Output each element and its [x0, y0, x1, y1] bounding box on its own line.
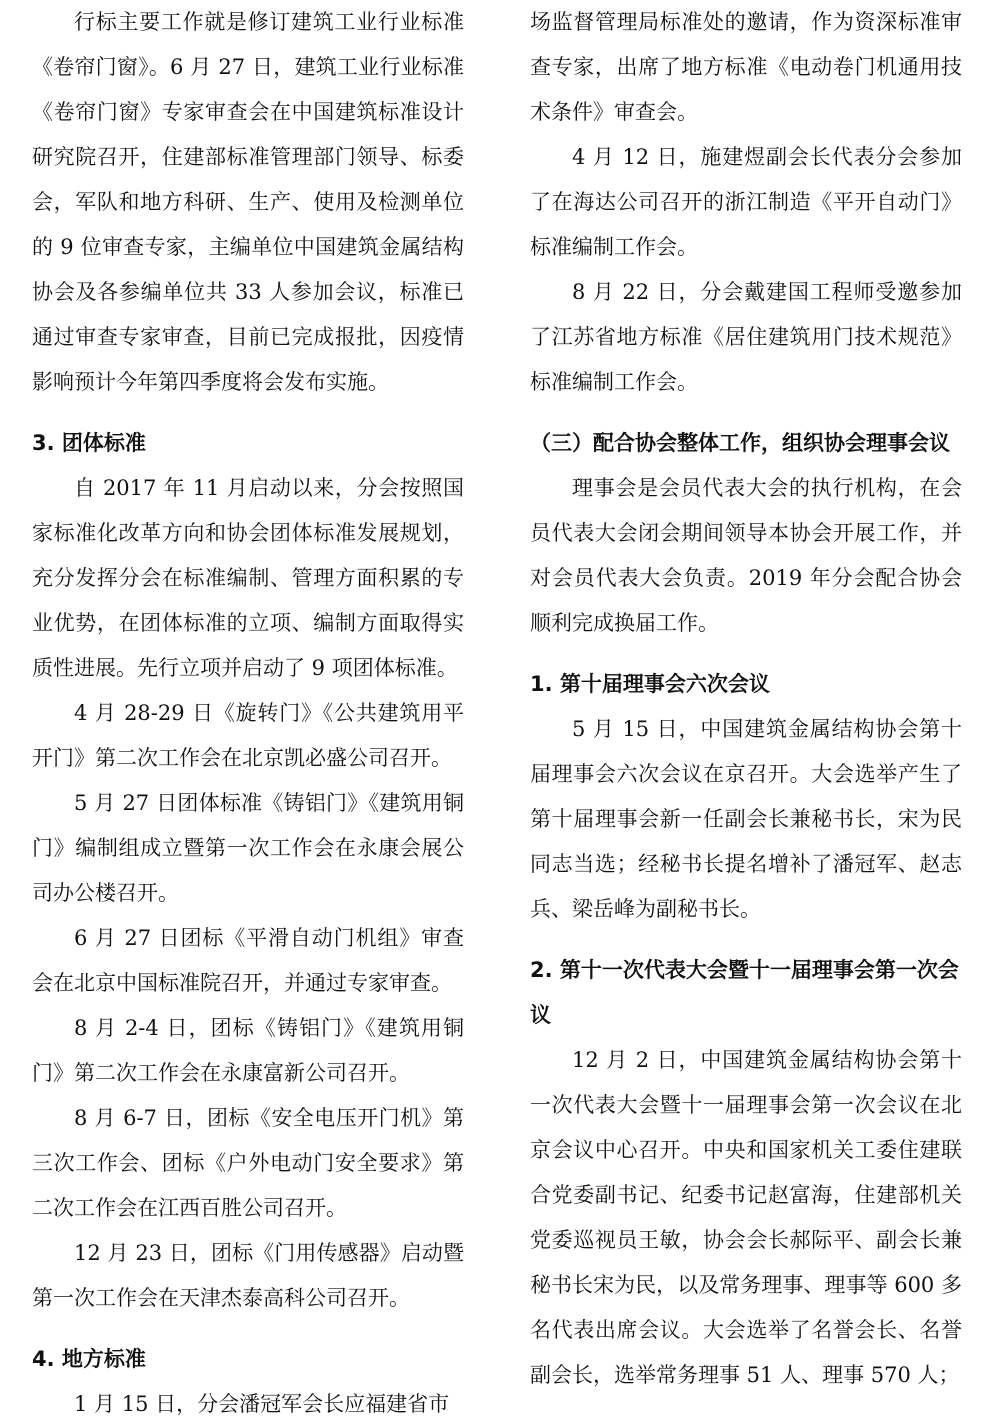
heading-group-standards: 3. 团体标准 [32, 431, 146, 455]
paragraph-council-intro: 理事会是会员代表大会的执行机构，在会员代表大会闭会期间领导本协会开展工作，并对会员代表大会负责。2019 年分会配合协会顺利完成换届工作。 [530, 476, 962, 635]
paragraph-eleventh-congress: 12 月 2 日，中国建筑金属结构协会第十一次代表大会暨十一届理事会第一次会议在北京会议中心召开。中央和国家机关工委住建联合党委副书记、纪委书记赵富海，住建部机关党委巡视员王敏，协会会长郝际平、副会长兼秘书长宋为民，以及常务理事、理事等 600 多名代表出席会议。大会选举了名誉会长、名誉副会长，选举常务理事 51 人、理事 570 人； [530, 1048, 962, 1387]
paragraph-safety-voltage-meeting: 8 月 6-7 日，团标《安全电压开门机》第三次工作会、团标《户外电动门安全要求》第二次工作会在江西百胜公司召开。 [32, 1106, 464, 1220]
paragraph-fujian-continuation: 场监督管理局标准处的邀请，作为资深标准审查专家，出席了地方标准《电动卷门机通用技术条件》审查会。 [530, 10, 962, 124]
paragraph-industry-standard: 行标主要工作就是修订建筑工业行业标准《卷帘门窗》。6 月 27 日，建筑工业行业标准《卷帘门窗》专家审查会在中国建筑标准设计研究院召开，住建部标准管理部门领导、标委会，军队和地方科研、生产、使用及检测单位的 9 位审查专家，主编单位中国建筑金属结构协会及各参编单位共 33 人参加会议，标准已通过审查专家审查，目前已完成报批，因疫情影响预计今年第四季度将会发布实施。 [32, 10, 464, 394]
paragraph-door-sensor-meeting: 12 月 23 日，团标《门用传感器》启动暨第一次工作会在天津杰泰高科公司召开。 [32, 1241, 464, 1310]
right-column [530, 0, 962, 1398]
heading-tenth-council: 1. 第十届理事会六次会议 [530, 672, 770, 696]
paragraph-zhejiang-meeting: 4 月 12 日，施建煜副会长代表分会参加了在海达公司召开的浙江制造《平开自动门》标准编制工作会。 [530, 145, 962, 259]
spacer [32, 1321, 464, 1337]
paragraph-copper-door-meeting: 8 月 2-4 日，团标《铸铝门》《建筑用铜门》第二次工作会在永康富新公司召开。 [32, 1016, 464, 1085]
paragraph-jiangsu-meeting: 8 月 22 日，分会戴建国工程师受邀参加了江苏省地方标准《居住建筑用门技术规范》标准编制工作会。 [530, 280, 962, 394]
spacer [530, 405, 962, 421]
heading-eleventh-congress: 2. 第十一次代表大会暨十一届理事会第一次会议 [530, 958, 959, 1027]
paragraph-cast-aluminum-door-meeting: 5 月 27 日团体标准《铸铝门》《建筑用铜门》编制组成立暨第一次工作会在永康会展公司办公楼召开。 [32, 791, 464, 905]
paragraph-sliding-door-review: 6 月 27 日团标《平滑自动门机组》审查会在北京中国标准院召开，并通过专家审查。 [32, 926, 464, 995]
paragraph-group-standards-intro: 自 2017 年 11 月启动以来，分会按照国家标准化改革方向和协会团体标准发展规划，充分发挥分会在标准编制、管理方面积累的专业优势，在团体标准的立项、编制方面取得实质性进展。先行立项并启动了 9 项团体标准。 [32, 476, 464, 680]
heading-local-standards: 4. 地方标准 [32, 1347, 146, 1371]
left-column [32, 0, 464, 1427]
heading-council-meetings: （三）配合协会整体工作，组织协会理事会议 [530, 431, 950, 455]
paragraph-tenth-council: 5 月 15 日，中国建筑金属结构协会第十届理事会六次会议在京召开。大会选举产生了第十届理事会新一任副会长兼秘书长，宋为民同志当选；经秘书长提名增补了潘冠军、赵志兵、梁岳峰为副秘书长。 [530, 717, 962, 921]
spacer [32, 405, 464, 421]
paragraph-fujian-invitation: 1 月 15 日，分会潘冠军会长应福建省市 [74, 1392, 450, 1416]
paragraph-revolving-door-meeting: 4 月 28-29 日《旋转门》《公共建筑用平开门》第二次工作会在北京凯必盛公司召开。 [32, 701, 464, 770]
spacer [530, 932, 962, 948]
spacer [530, 646, 962, 662]
